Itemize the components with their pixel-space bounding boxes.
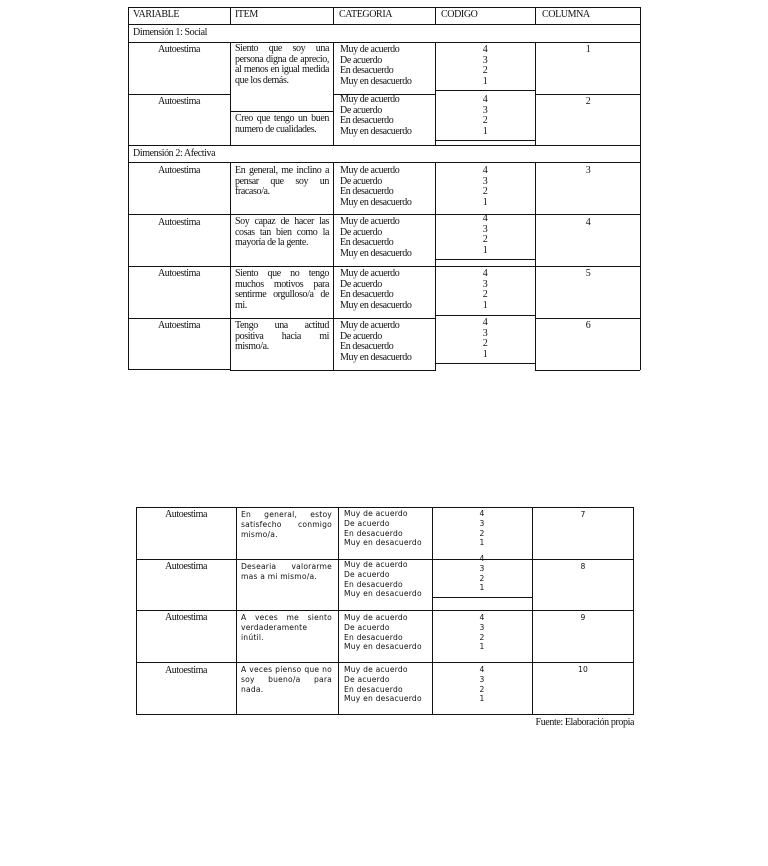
code-list: 4 3 2 1 (482, 94, 488, 137)
variable-cell: Autoestima (157, 96, 201, 107)
code-list: 4 3 2 1 (479, 665, 485, 704)
item-cell: Creo que tengo un buen numero de cualidades. (235, 113, 329, 135)
column-number: 6 (585, 320, 591, 331)
code-list: 4 3 2 1 (479, 509, 485, 548)
dimension-1-label: Dimensión 1: Social (133, 27, 208, 38)
category-list: Muy de acuerdo De acuerdo En desacuerdo Muy en desacuerdo (344, 509, 422, 548)
column-number: 7 (580, 510, 586, 519)
category-list: Muy de acuerdo De acuerdo En desacuerdo Muy en desacuerdo (340, 44, 412, 87)
item-cell: En general, me inclino a pensar que soy un fracaso/a. (235, 165, 329, 197)
item-cell: Siento que soy una persona digna de aprecio, al menos en igual medida que los demás. (235, 43, 329, 86)
category-list: Muy de acuerdo De acuerdo En desacuerdo Muy en desacuerdo (340, 165, 412, 208)
variable-cell: Autoestima (157, 217, 201, 228)
header-codigo: CODIGO (441, 9, 478, 20)
variable-cell: Autoestima (164, 665, 208, 676)
variable-cell: Autoestima (164, 561, 208, 572)
item-cell: Desearia valorarme mas a mi mismo/a. (241, 562, 332, 581)
column-number: 10 (577, 665, 589, 674)
category-list: Muy de acuerdo De acuerdo En desacuerdo Muy en desacuerdo (340, 268, 412, 311)
category-list: Muy de acuerdo De acuerdo En desacuerdo Muy en desacuerdo (344, 613, 422, 652)
code-list: 4 3 2 1 (482, 44, 488, 87)
item-cell: A veces me siento verdaderamente inútil. (241, 613, 332, 642)
column-number: 3 (585, 165, 591, 176)
column-number: 2 (585, 96, 591, 107)
header-columna: COLUMNA (542, 9, 590, 20)
category-list: Muy de acuerdo De acuerdo En desacuerdo Muy en desacuerdo (344, 665, 422, 704)
category-list: Muy de acuerdo De acuerdo En desacuerdo Muy en desacuerdo (340, 320, 412, 363)
variable-cell: Autoestima (157, 320, 201, 331)
item-cell: Siento que no tengo muchos motivos para sentirme orgulloso/a de mi. (235, 268, 329, 311)
column-number: 5 (585, 268, 591, 279)
item-cell: Soy capaz de hacer las cosas tan bien como la mayoría de la gente. (235, 216, 329, 248)
code-list: 4 3 2 1 (482, 268, 488, 311)
code-list: 4 3 2 1 (482, 213, 488, 256)
variable-cell: Autoestima (157, 44, 201, 55)
variable-cell: Autoestima (157, 268, 201, 279)
category-list: Muy de acuerdo De acuerdo En desacuerdo Muy en desacuerdo (340, 94, 412, 137)
dimension-2-label: Dimensión 2: Afectiva (133, 148, 216, 159)
header-item: ITEM (235, 9, 258, 20)
source-note: Fuente: Elaboración propia (535, 717, 634, 728)
column-number: 9 (580, 613, 586, 622)
code-list: 4 3 2 1 (479, 613, 485, 652)
header-categoria: CATEGORIA (339, 9, 393, 20)
variable-cell: Autoestima (157, 165, 201, 176)
column-number: 8 (580, 562, 586, 571)
code-list: 4 3 2 1 (479, 554, 485, 593)
category-list: Muy de acuerdo De acuerdo En desacuerdo Muy en desacuerdo (340, 216, 412, 259)
column-number: 1 (585, 44, 591, 55)
item-cell: En general, estoy satisfecho conmigo mismo/a. (241, 510, 332, 539)
category-list: Muy de acuerdo De acuerdo En desacuerdo Muy en desacuerdo (344, 560, 422, 599)
item-cell: A veces pienso que no soy bueno/a para nada. (241, 665, 332, 694)
item-cell: Tengo una actitud positiva hacia mi mismo/a. (235, 320, 329, 352)
variable-cell: Autoestima (164, 612, 208, 623)
code-list: 4 3 2 1 (482, 317, 488, 360)
column-number: 4 (585, 217, 591, 228)
variable-cell: Autoestima (164, 509, 208, 520)
header-variable: VARIABLE (133, 9, 180, 20)
code-list: 4 3 2 1 (482, 165, 488, 208)
